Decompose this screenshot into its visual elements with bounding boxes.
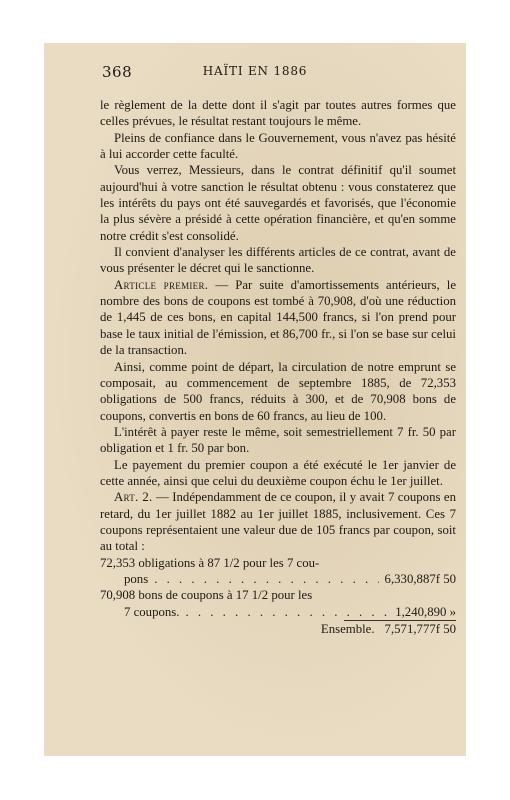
coupon-ledger bbox=[100, 555, 456, 638]
paragraph-article-2 bbox=[100, 489, 456, 554]
ledger-row-1-label: pons bbox=[124, 571, 149, 586]
leader-dots bbox=[154, 571, 378, 587]
page-number: 368 bbox=[102, 63, 133, 81]
paragraph-1: le règlement de la dette dont il s'agit par toutes autres formes que celles prévues, le résultat restant toujours le même. bbox=[100, 98, 456, 129]
ledger-total-label: Ensemble. bbox=[320, 622, 375, 636]
running-header bbox=[44, 63, 466, 83]
ledger-row-1-value: 6,330,887f 50 bbox=[384, 571, 456, 586]
paragraph-2: Pleins de confiance dans le Gouvernement, vous n'avez pas hésité à lui accorder cette faculté. bbox=[100, 130, 456, 162]
book-page bbox=[44, 43, 466, 756]
ledger-row-2-label: 7 coupons. bbox=[124, 604, 180, 619]
ledger-row-2-line-1: 70,908 bons de coupons à 17 1/2 pour les bbox=[100, 588, 313, 603]
paragraph-3: Vous verrez, Messieurs, dans le contrat définitif qu'il soumet aujourd'hui à votre sanction le résultat obtenu : vous constaterez que les intérêts du pays ont été sauvegardés et favorisés, que l'économie la plus sévère a présidé à cette opération financière, et qu'en somme notre crédit s'est consolidé. bbox=[100, 163, 456, 243]
ledger-row-1 bbox=[100, 571, 456, 587]
article-heading: Art. 2. bbox=[114, 490, 153, 505]
article-text: — Par suite d'amortissements antérieurs, le nombre des bons de coupons est tombé à 70,908, d'où une réduction de 1,445 de ces bons, en capital 144,500 francs, si l'on prend pour base le taux initial de l'émission, et 86,700 fr., si l'on se base sur celui de la transaction. bbox=[100, 277, 457, 358]
leader-dots bbox=[185, 604, 389, 620]
ledger-row-2-value: 1,240,890 » bbox=[395, 604, 456, 619]
paragraph-4: Il convient d'analyser les différents articles de ce contrat, avant de vous présenter le décret qui le sanctionne. bbox=[100, 245, 456, 276]
article-text: — Indépendamment de ce coupon, il y avait 7 coupons en retard, du 1er juillet 1882 au 1er juillet 1885, inclusivement. Ces 7 coupons représentaient une valeur due de 105 francs par coupon, soit au total : bbox=[100, 490, 456, 554]
running-title: HAÏTI EN 1886 bbox=[202, 64, 308, 78]
ledger-row-2 bbox=[100, 604, 456, 620]
paragraph-7: L'intérêt à payer reste le même, soit semestriellement 7 fr. 50 par obligation et 1 fr. 50 par bon. bbox=[100, 424, 456, 456]
paragraph-8: Le payement du premier coupon a été exécuté le 1er janvier de cette année, ainsi que celui du deuxième coupon échu le 1er juillet. bbox=[100, 457, 456, 488]
paragraph-6: Ainsi, comme point de départ, la circulation de notre emprunt se composait, au commencement de septembre 1885, de 72,353 obligations de 500 francs, réduits à 300, et de 70,908 bons de coupons, convertis en bons de 60 francs, au lieu de 100. bbox=[100, 359, 456, 423]
body-text bbox=[100, 97, 456, 637]
ledger-total-value: 7,571,777f 50 bbox=[384, 622, 456, 636]
paragraph-article-premier bbox=[100, 277, 456, 359]
ledger-row-1-line-1: 72,353 obligations à 87 1/2 pour les 7 cou- bbox=[100, 555, 320, 570]
article-heading: Article premier. bbox=[114, 277, 209, 292]
ledger-total bbox=[100, 621, 456, 637]
